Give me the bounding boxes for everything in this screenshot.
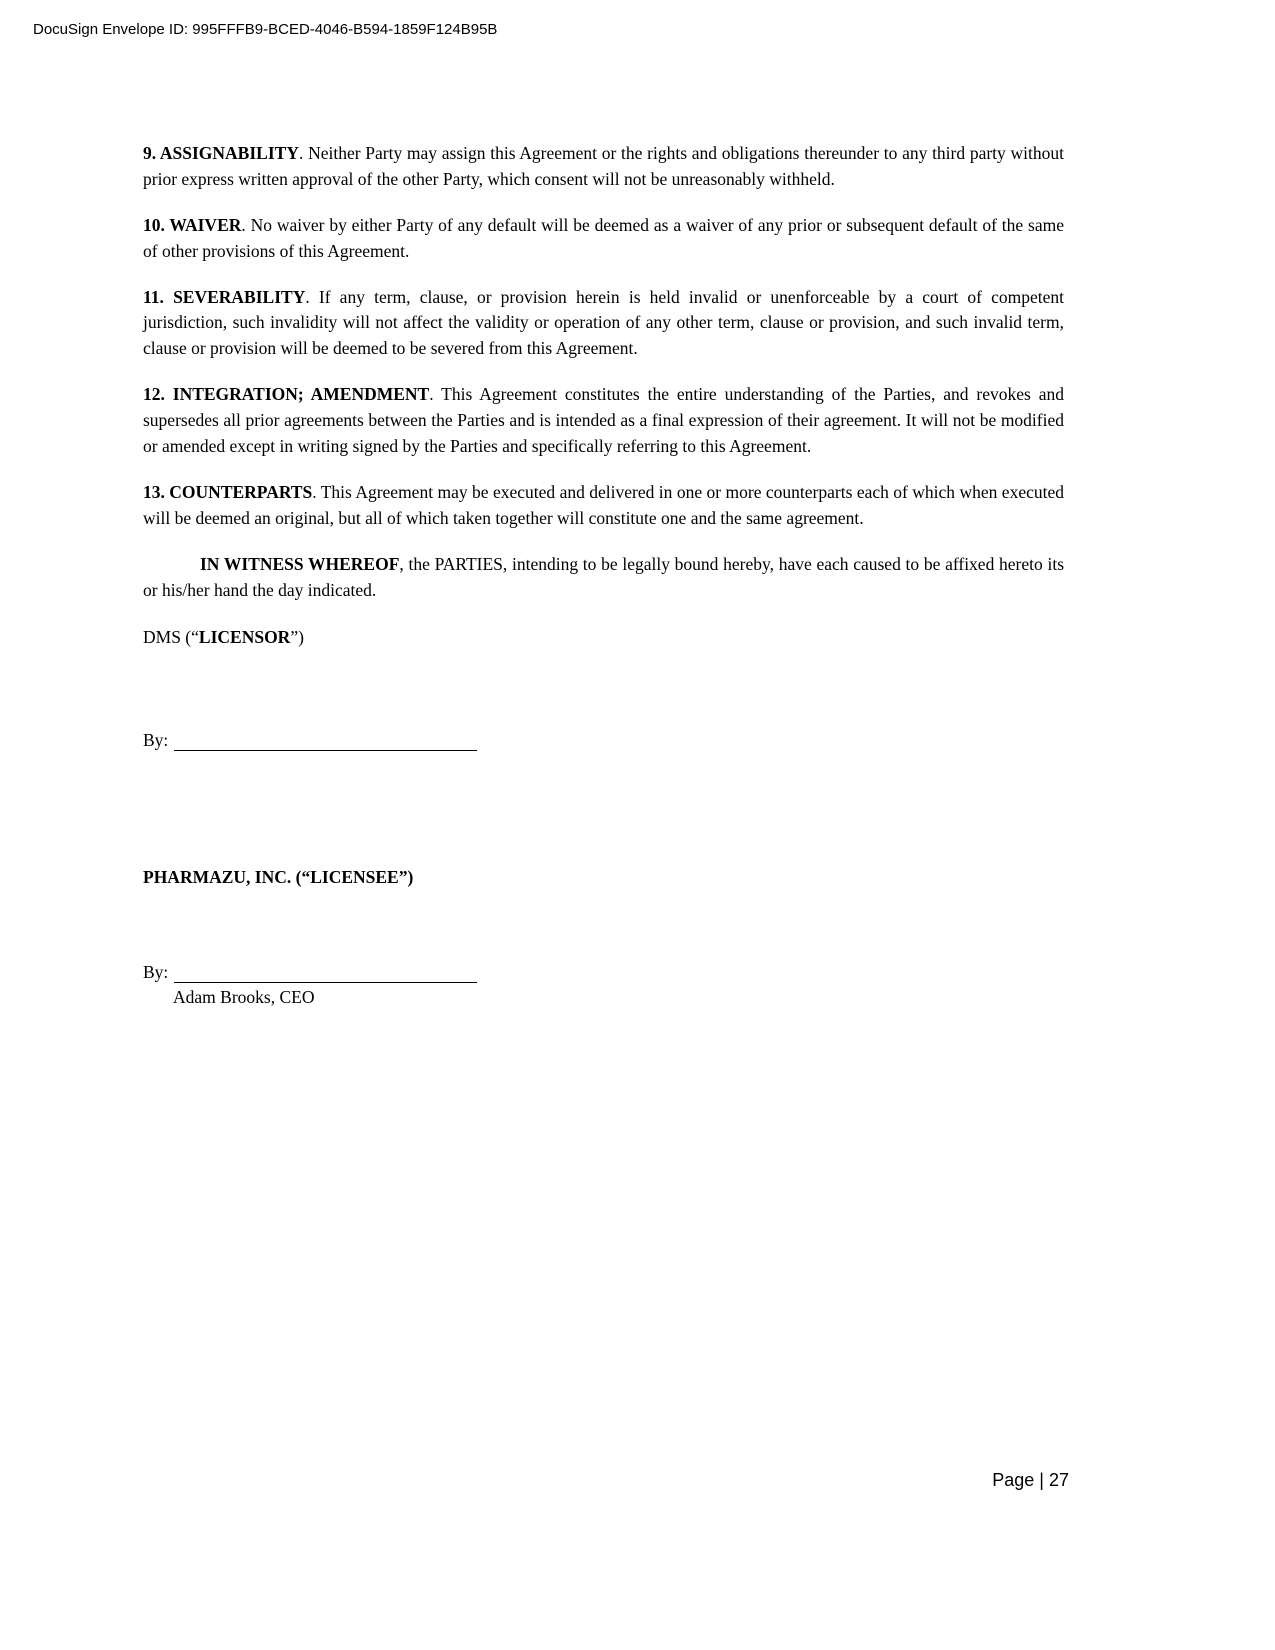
licensor-by-label: By:: [143, 730, 169, 751]
section-9-text: . Neither Party may assign this Agreement or the rights and obligations thereunder to any third party without prior express written approval of the other Party, which consent will not be unreasonably withheld.: [143, 143, 1064, 189]
licensor-party-line: [143, 627, 1064, 648]
section-13-heading: 13. COUNTERPARTS: [143, 481, 313, 502]
witness-clause: [143, 552, 1064, 604]
section-10-text: . No waiver by either Party of any default will be deemed as a waiver of any prior or subsequent default of the same of other provisions of this Agreement.: [143, 214, 1064, 261]
section-11-text: . If any term, clause, or provision herein is held invalid or unenforceable by a court of competent jurisdiction, such invalidity will not affect the validity or operation of any other term, clause or provision, and such invalid term, clause or provision will be deemed to be severed from this Agreement.: [143, 286, 1064, 359]
section-11-heading: 11. SEVERABILITY: [143, 286, 306, 307]
licensor-prefix: DMS (“: [143, 627, 199, 648]
section-13-counterparts: [143, 480, 1064, 532]
licensor-name: LICENSOR: [198, 627, 291, 648]
licensee-by-label: By:: [143, 962, 169, 983]
section-13-text: . This Agreement may be executed and delivered in one or more counterparts each of which when executed will be deemed an original, but all of which taken together will constitute one and the same agreement.: [143, 481, 1064, 528]
licensee-signature-block: [143, 962, 1064, 983]
page-number: Page | 27: [992, 1470, 1069, 1490]
licensor-suffix: ”): [290, 627, 304, 648]
section-10-heading: 10. WAIVER: [143, 214, 242, 235]
section-12-integration-amendment: [143, 382, 1064, 460]
witness-text: , the PARTIES, intending to be legally bound hereby, have each caused to be affixed hereto its or his/her hand the day indicated.: [143, 553, 1064, 600]
licensor-signature-line: [174, 732, 477, 751]
licensor-signature-block: [143, 730, 1064, 751]
section-11-severability: [143, 285, 1064, 363]
section-9-assignability: [143, 141, 1064, 193]
document-body: [143, 141, 1064, 1008]
section-9-heading: 9. ASSIGNABILITY: [143, 143, 299, 163]
section-10-waiver: [143, 213, 1064, 265]
licensee-party-line: PHARMAZU, INC. (“LICENSEE”): [143, 867, 414, 888]
section-12-text: . This Agreement constitutes the entire understanding of the Parties, and revokes and supersedes all prior agreements between the Parties and is intended as a final expression of their agreement. It will not be modified or amended except in writing signed by the Parties and specifically referring to this Agreement.: [143, 384, 1064, 457]
docusign-envelope-id: DocuSign Envelope ID: 995FFFB9-BCED-4046-B594-1859F124B95B: [33, 21, 498, 38]
licensee-signer-name: Adam Brooks, CEO: [173, 987, 315, 1008]
licensee-signature-line: [174, 964, 477, 983]
section-12-heading: 12. INTEGRATION; AMENDMENT: [143, 384, 430, 405]
witness-lead: IN WITNESS WHEREOF: [200, 553, 400, 574]
